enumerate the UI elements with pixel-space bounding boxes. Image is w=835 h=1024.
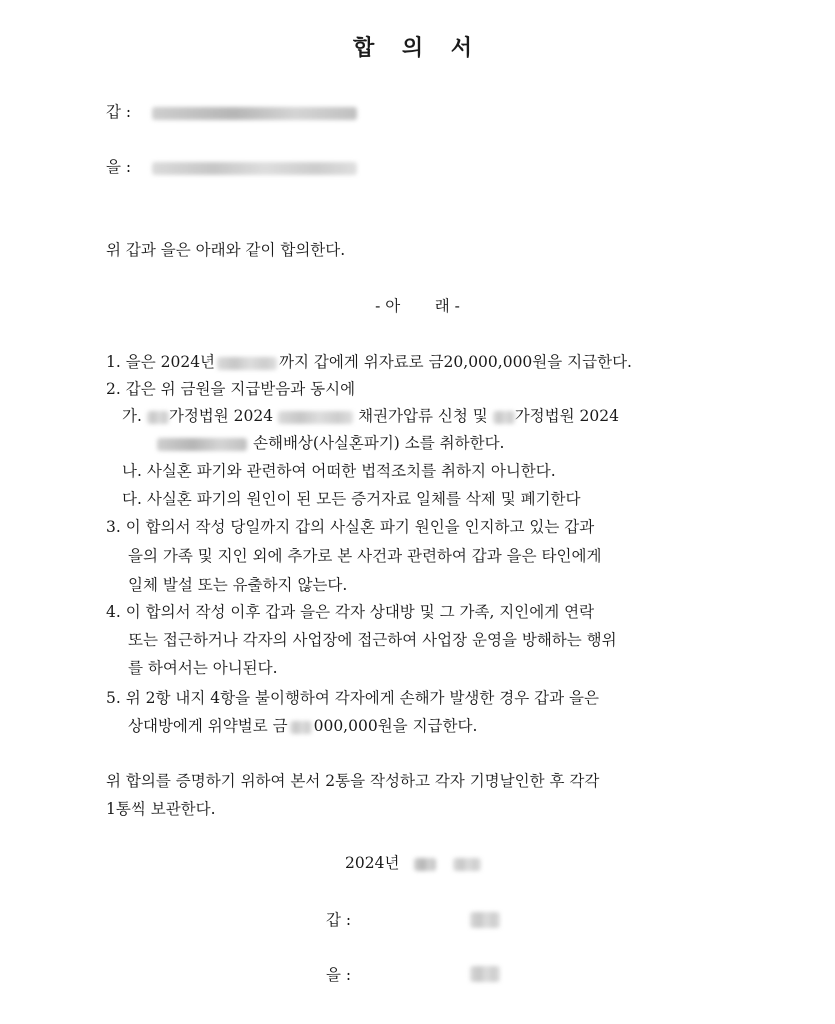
clause-3-line2: 을의 가족 및 지인 외에 추가로 본 사건과 관련하여 갑과 을은 타인에게 xyxy=(128,547,602,565)
closing-line1: 위 합의를 증명하기 위하여 본서 2통을 작성하고 각자 기명날인한 후 각각 xyxy=(106,772,600,790)
party-a-label: 갑 : xyxy=(106,103,132,121)
signature-b-label: 을 : xyxy=(326,966,352,984)
clause-text: 을은 2024년 xyxy=(125,353,216,371)
redacted-court xyxy=(493,411,515,424)
clause-2c xyxy=(122,489,581,509)
clause-3-line1 xyxy=(106,517,594,537)
clause-2b xyxy=(122,461,556,481)
clause-2a-line2 xyxy=(157,433,504,453)
clause-text: 가정법원 2024 xyxy=(168,407,274,425)
redacted-case-number xyxy=(157,438,247,451)
clause-text: 이 합의서 작성 당일까지 갑의 사실혼 파기 원인을 인지하고 있는 갑과 xyxy=(125,518,595,536)
intro-text: 위 갑과 을은 아래와 같이 합의한다. xyxy=(106,241,346,259)
clause-number: 4. xyxy=(106,603,121,621)
clause-text: 상대방에게 위약벌로 금 xyxy=(128,717,288,735)
clause-text: 위 2항 내지 4항을 불이행하여 각자에게 손해가 발생한 경우 갑과 을은 xyxy=(125,689,600,707)
party-b-label: 을 : xyxy=(106,158,132,176)
clause-4-line2: 또는 접근하거나 각자의 사업장에 접근하여 사업장 운영을 방해하는 행위 xyxy=(128,631,617,649)
clause-text: 사실혼 파기의 원인이 된 모든 증거자료 일체를 삭제 및 폐기한다 xyxy=(146,490,581,508)
clause-number: 5. xyxy=(106,689,121,707)
clause-number: 1. xyxy=(106,353,121,371)
clause-text: 갑은 위 금원을 지급받음과 동시에 xyxy=(125,380,356,398)
document-title: 합 의 서 xyxy=(352,35,483,61)
signature-a-label: 갑 : xyxy=(326,911,352,929)
clause-text: 채권가압류 신청 및 xyxy=(358,407,488,425)
signing-date xyxy=(345,853,481,873)
redacted-case-number xyxy=(278,411,353,424)
clause-number: 다. xyxy=(122,490,142,508)
clause-5-line2 xyxy=(128,716,477,736)
redacted-court xyxy=(147,411,169,424)
clause-2a xyxy=(122,406,619,426)
clause-1 xyxy=(106,352,632,372)
redacted-signature-b xyxy=(470,966,500,982)
redacted-day xyxy=(453,858,481,871)
party-a-line xyxy=(106,102,357,122)
redacted-month xyxy=(414,858,436,871)
clause-text: 이 합의서 작성 이후 갑과 을은 각자 상대방 및 그 가족, 지인에게 연락 xyxy=(125,603,595,621)
clause-5-line1 xyxy=(106,688,599,708)
clause-text: 000,000원을 지급한다. xyxy=(313,717,478,735)
closing-line2: 1통씩 보관한다. xyxy=(106,800,216,818)
clause-text: 사실혼 파기와 관련하여 어떠한 법적조치를 취하지 아니한다. xyxy=(146,462,556,480)
clause-number: 나. xyxy=(122,462,142,480)
redacted-date xyxy=(217,357,277,370)
party-b-redacted-info xyxy=(152,162,357,175)
clause-number: 3. xyxy=(106,518,121,536)
party-b-line xyxy=(106,157,357,177)
clause-number: 가. xyxy=(122,407,142,425)
clause-number: 2. xyxy=(106,380,121,398)
clause-text: 가정법원 2024 xyxy=(514,407,619,425)
clause-4-line3: 를 하여서는 아니된다. xyxy=(128,659,278,677)
party-a-redacted-info xyxy=(152,107,357,120)
clause-text: 까지 갑에게 위자료로 금20,000,000원을 지급한다. xyxy=(279,353,632,371)
section-header: - 아 래 - xyxy=(375,297,460,315)
clause-text: 손해배상(사실혼파기) 소를 취하한다. xyxy=(253,434,505,452)
date-year: 2024년 xyxy=(345,854,400,872)
clause-3-line3: 일체 발설 또는 유출하지 않는다. xyxy=(128,576,348,594)
redacted-amount xyxy=(290,721,312,734)
clause-2 xyxy=(106,379,355,399)
clause-4-line1 xyxy=(106,602,594,622)
redacted-signature-a xyxy=(470,912,500,928)
